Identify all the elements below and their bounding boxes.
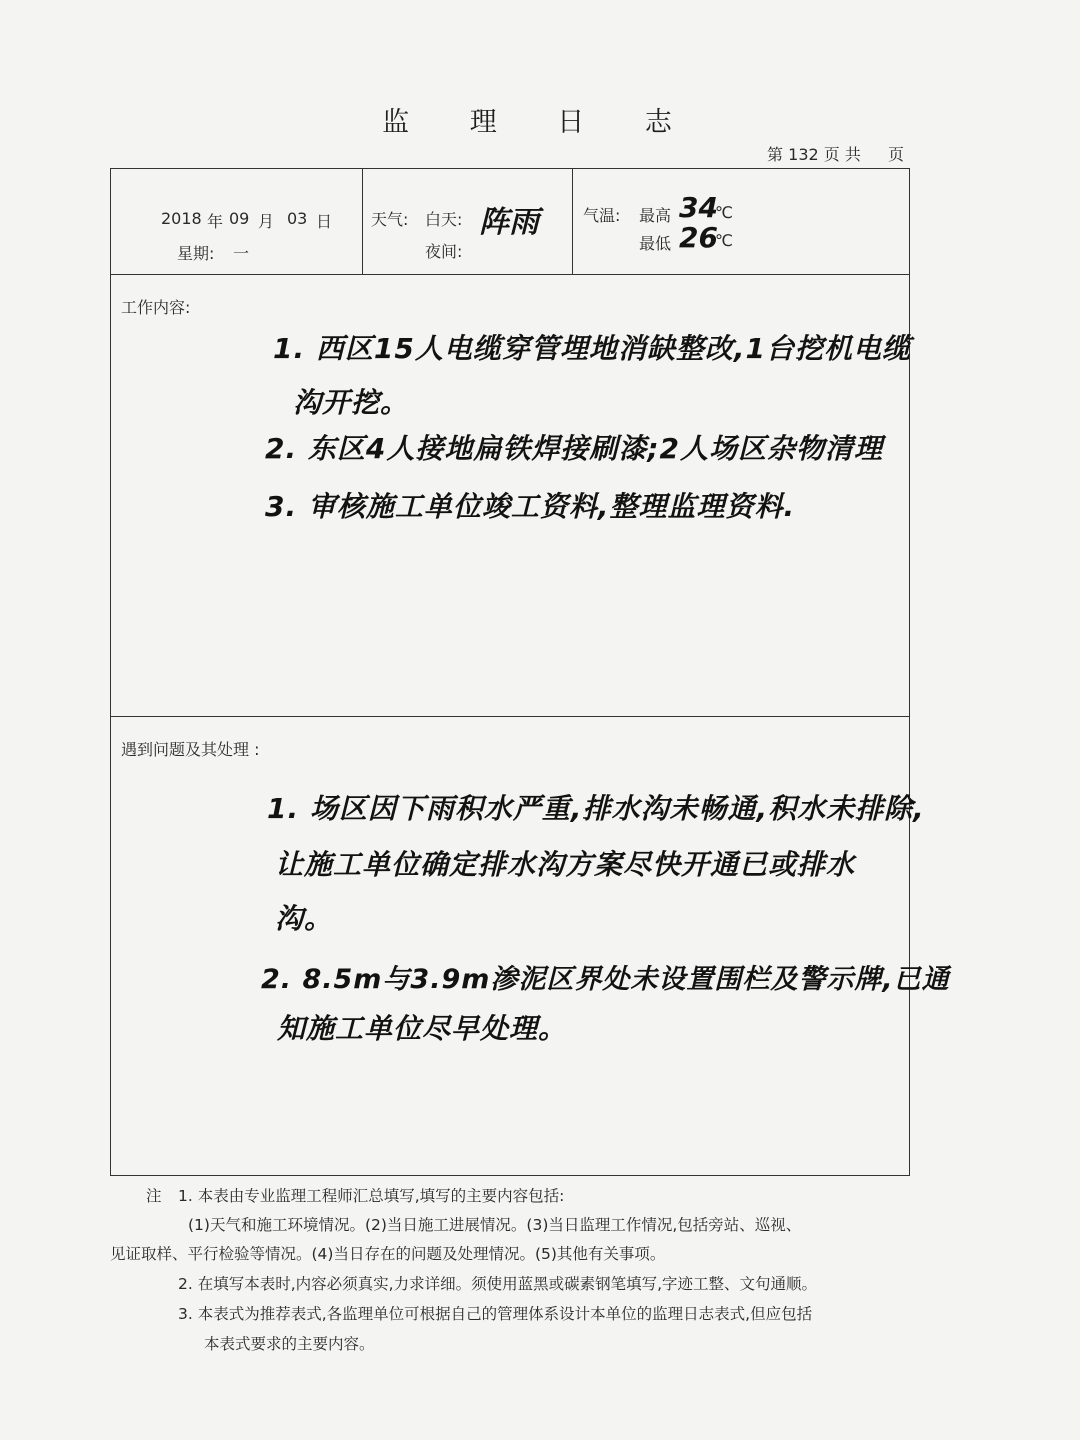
issue-line-1: 1. 场区因下雨积水严重,排水沟未畅通,积水未排除, xyxy=(267,792,925,825)
weekday-value: 一 xyxy=(233,244,250,263)
issue-line-2: 让施工单位确定排水沟方案尽快开通已或排水 xyxy=(275,848,856,881)
work-line-4: 3. 审核施工单位竣工资料,整理监理资料. xyxy=(265,490,796,523)
document-title: 监 理 日 志 xyxy=(382,107,698,138)
page-number-value: 132 xyxy=(788,145,819,164)
weather-cell xyxy=(363,169,573,274)
daytime-weather-handwritten: 阵雨 xyxy=(479,205,539,240)
min-temp-unit: ℃ xyxy=(715,231,733,250)
notes-prefix: 注 xyxy=(146,1187,162,1205)
month-label: 月 xyxy=(258,212,275,231)
night-label: 夜间: xyxy=(425,242,463,261)
work-line-3: 2. 东区4人接地扁铁焊接刷漆;2人场区杂物清理 xyxy=(265,432,884,465)
day: 03 xyxy=(287,209,308,228)
work-line-2: 沟开挖。 xyxy=(293,386,410,419)
work-content-section xyxy=(111,275,909,717)
note-3-a: 3. 本表式为推荐表式,各监理单位可根据自己的管理体系设计本单位的监理日志表式,但应包括 xyxy=(178,1305,813,1323)
issue-line-4: 2. 8.5m与3.9m渗泥区界处未设置围栏及警示牌,已通 xyxy=(261,964,950,995)
issue-line-5: 知施工单位尽早处理。 xyxy=(277,1012,568,1045)
year-label: 年 xyxy=(207,212,224,231)
issues-label: 遇到问题及其处理 : xyxy=(121,740,260,759)
note-1: 1. 本表由专业监理工程师汇总填写,填写的主要内容包括: xyxy=(178,1187,565,1205)
header-row xyxy=(111,169,909,275)
page-prefix: 第 xyxy=(767,145,784,164)
note-2: 2. 在填写本表时,内容必须真实,力求详细。须使用蓝黑或碳素钢笔填写,字迹工整、文句通顺。 xyxy=(178,1275,817,1293)
min-temp-label: 最低 xyxy=(639,234,672,253)
note-1-b: 见证取样、平行检验等情况。(4)当日存在的问题及处理情况。(5)其他有关事项。 xyxy=(110,1245,666,1263)
issues-section xyxy=(111,717,950,1175)
day-label: 日 xyxy=(316,212,333,231)
month: 09 xyxy=(229,209,250,228)
weekday-label: 星期: xyxy=(177,244,215,263)
issue-line-3: 沟。 xyxy=(275,902,334,935)
daytime-label: 白天: xyxy=(425,210,463,229)
max-temp-handwritten: 34 xyxy=(679,191,718,224)
log-sheet xyxy=(110,168,950,1176)
year: 2018 xyxy=(161,209,202,228)
temperature-label: 气温: xyxy=(583,206,621,225)
max-temp-unit: ℃ xyxy=(715,203,733,222)
page-suffix: 页 共 xyxy=(823,145,861,164)
page-total-label: 页 xyxy=(887,145,904,164)
note-1-a: (1)天气和施工环境情况。(2)当日施工进展情况。(3)当日监理工作情况,包括旁站、巡视、 xyxy=(188,1216,802,1234)
weather-label: 天气: xyxy=(371,210,409,229)
note-3-b: 本表式要求的主要内容。 xyxy=(204,1335,375,1353)
date-cell xyxy=(111,169,363,274)
temperature-cell xyxy=(573,169,909,274)
min-temp-handwritten: 26 xyxy=(679,221,718,254)
work-line-1: 1. 西区15人电缆穿管埋地消缺整改,1台挖机电缆 xyxy=(273,332,911,365)
work-content-label: 工作内容: xyxy=(121,298,191,317)
max-temp-label: 最高 xyxy=(639,206,672,225)
page-number xyxy=(767,142,904,165)
